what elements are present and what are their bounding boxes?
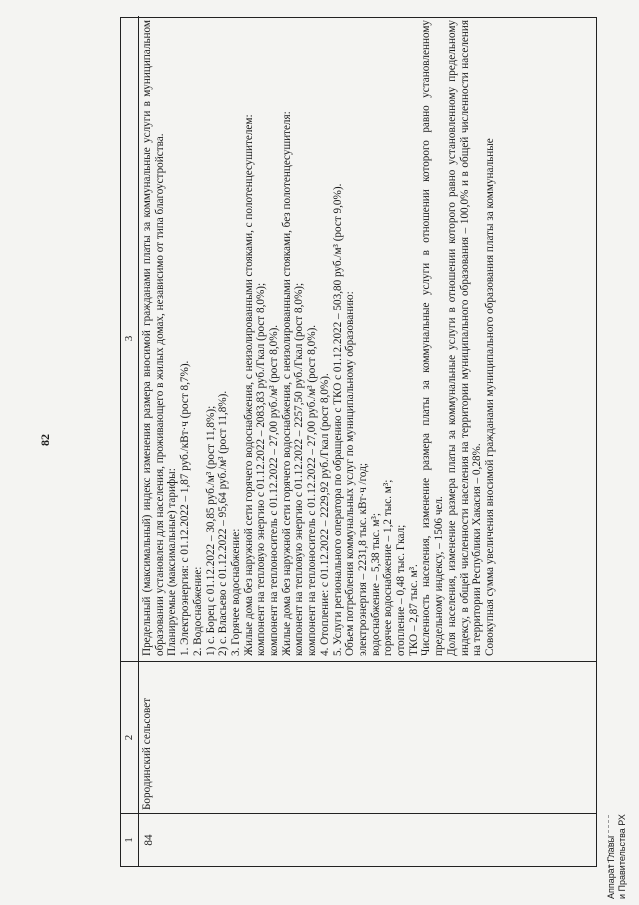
- description-line: электроэнергия – 2231,8 тыс. кВт·ч /год;: [356, 463, 369, 656]
- tariff-table: [120, 17, 597, 867]
- description-line: горячее водоснабжение – 1,2 тыс. м³;: [382, 479, 395, 656]
- description-line: 3. Горячее водоснабжение:: [229, 528, 242, 656]
- description-line: Планируемые (максимальные) тарифы:: [166, 468, 179, 656]
- description-line: Доля населения, изменение размера платы за коммунальные услуги в отношении которого равно установленному предельному индексу, в общей численности населения на территории муниципального образования – 100,0% и в общей численности населения на территории Республики Хакасия – 0,28%.: [445, 20, 484, 656]
- description-line: 5. Услуги регионального оператора по обращению с ТКО с 01.12.2022 – 503,80 руб./м³ (рост 9,0%).: [331, 183, 344, 656]
- description-line: отопление – 0,48 тыс. Гкал;: [395, 524, 408, 656]
- description-line: компонент на тепловую энергию с 01.12.2022 – 2083,83 руб./Гкал (рост 8,0%);: [255, 282, 268, 656]
- description-line: 4. Отопление: с 01.12.2022 – 2229,92 руб./Гкал (рост 8,0%).: [318, 373, 331, 656]
- description-line: ТКО – 2,87 тыс. м³.: [407, 564, 420, 656]
- description-line: Объем потребления коммунальных услуг по муниципальному образованию:: [344, 291, 357, 656]
- description-line: водоснабжение – 5,38 тыс. м³;: [369, 513, 382, 656]
- description-line: Жилые дома без наружной сети горячего водоснабжения, с неизолированными стояками, без полотенцесушителя:: [280, 111, 293, 656]
- description-line: Предельный (максимальный) индекс изменения размера вносимой гражданами платы за коммунальные услуги в муниципальном образовании установлен для населения, проживающего в жилых домах, независимо от типа благоустройства.: [141, 20, 166, 656]
- municipality-name: Бородинский сельсовет: [139, 661, 596, 813]
- description-line: 2) с. Власьево с 01.12.2022 – 95,64 руб./м³ (рост 11,8%).: [217, 390, 230, 656]
- tariff-description: [139, 16, 596, 661]
- office-stamp: [606, 814, 628, 899]
- header-col-3: 3: [121, 16, 139, 661]
- description-line: 2. Водоснабжение:: [191, 566, 204, 656]
- stamp-line-2: и Правительства РХ: [617, 814, 627, 899]
- description-line: Жилые дома без наружной сети горячего водоснабжения, с неизолированными стояками, с полотенцесушителем:: [242, 114, 255, 656]
- header-col-2: 2: [121, 661, 139, 813]
- description-line: компонент на теплоноситель с 01.12.2022 – 27,00 руб./м³ (рост 8,0%).: [268, 324, 281, 656]
- description-line: компонент на теплоноситель с 01.12.2022 – 27,00 руб./м³ (рост 8,0%).: [306, 324, 319, 656]
- description-line: компонент на тепловую энергию с 01.12.2022 – 2257,50 руб./Гкал (рост 8,0%);: [293, 282, 306, 656]
- header-col-1: 1: [121, 813, 139, 866]
- stamp-line-1: Аппарат Главы: [606, 835, 616, 899]
- description-line: Численность населения, изменение размера платы за коммунальные услуги в отношении которого равно установленному предельному индексу, – 1506 чел.: [420, 20, 446, 656]
- description-line: 1) с. Борец с 01.12.2022 – 30,85 руб./м³ (рост 11,8%);: [204, 405, 217, 656]
- description-line: 1. Электроэнергия: с 01.12.2022 – 1,87 руб./кВт·ч (рост 8,7%).: [179, 360, 192, 656]
- row-number: 84: [139, 813, 596, 866]
- description-line: Совокупная сумма увеличения вносимой гражданами муниципального образования платы за коммунальные: [483, 138, 496, 656]
- page-number: 82: [38, 434, 52, 446]
